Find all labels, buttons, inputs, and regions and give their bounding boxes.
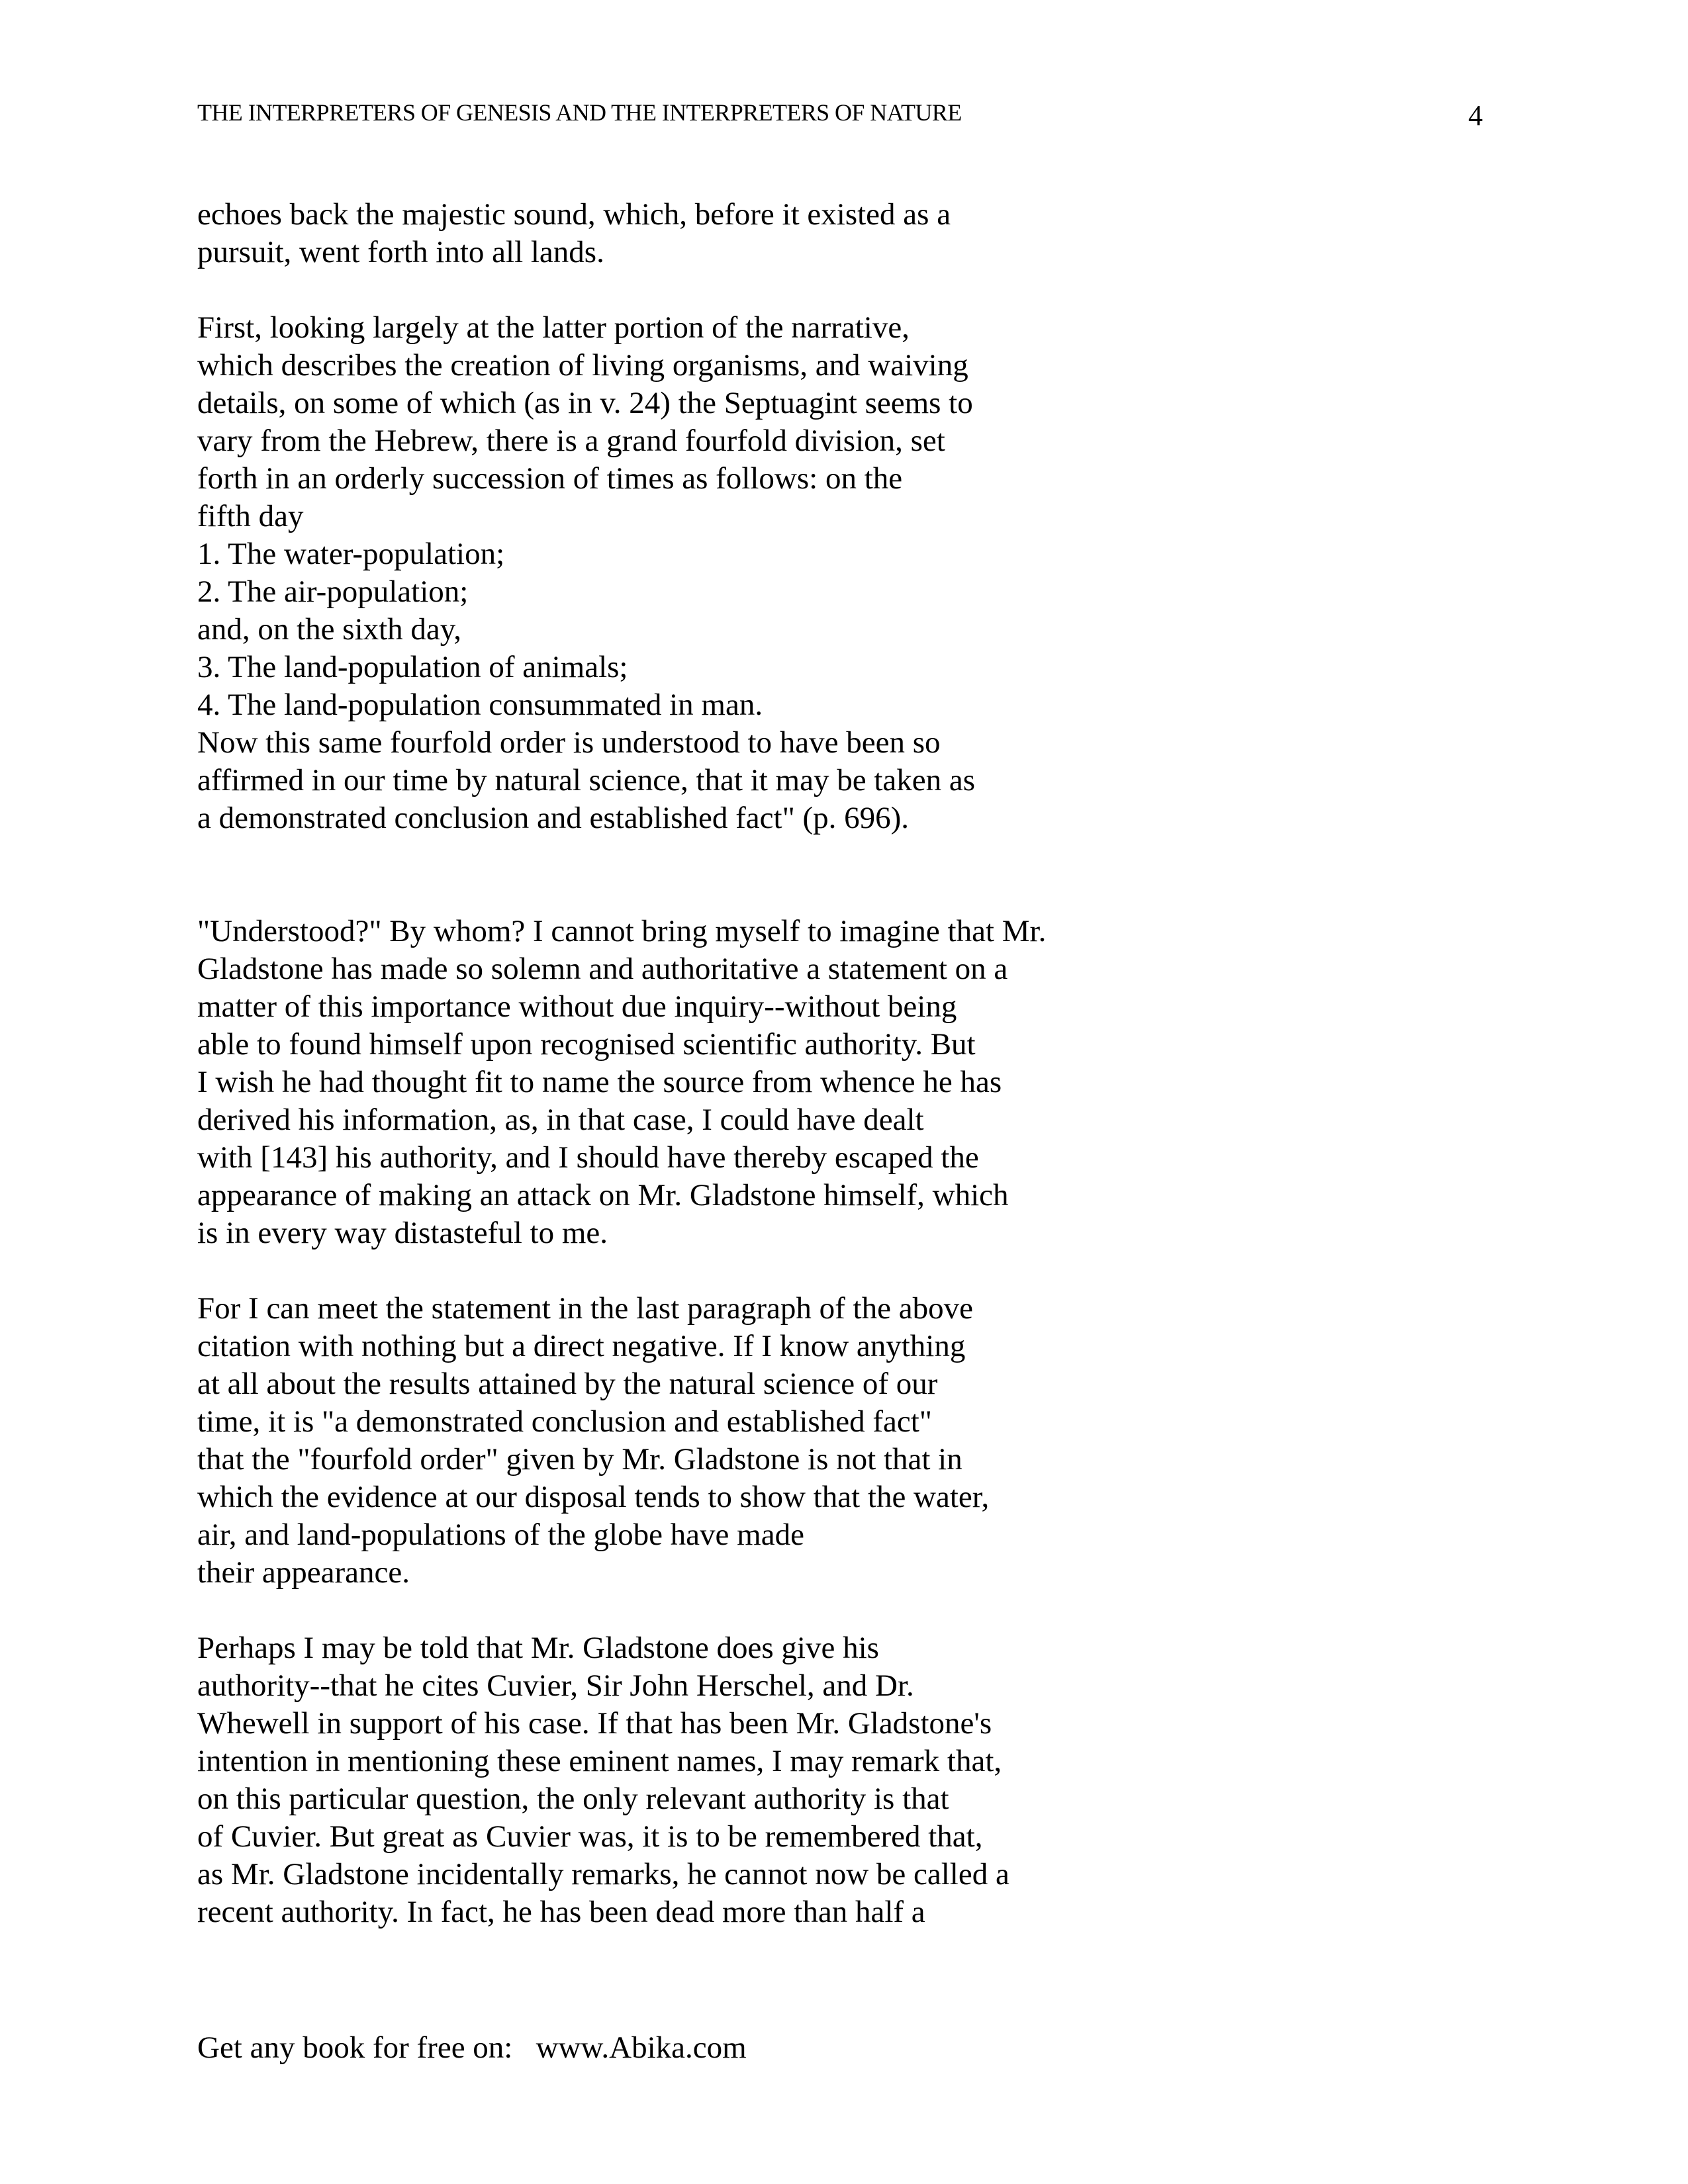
text-line: derived his information, as, in that case, I could have dealt — [197, 1103, 924, 1137]
footer — [197, 2029, 747, 2067]
text-line: I wish he had thought fit to name the source from whence he has — [197, 1065, 1002, 1099]
text-line: of Cuvier. But great as Cuvier was, it is to be remembered that, — [197, 1819, 983, 1854]
paragraph-5 — [197, 1629, 1389, 1931]
text-line: authority--that he cites Cuvier, Sir John Herschel, and Dr. — [197, 1668, 914, 1703]
text-line: able to found himself upon recognised scientific authority. But — [197, 1027, 976, 1062]
text-line: which describes the creation of living organisms, and waiving — [197, 348, 968, 383]
text-line: and, on the sixth day, — [197, 612, 461, 647]
text-line: affirmed in our time by natural science, that it may be taken as — [197, 763, 976, 797]
text-line: For I can meet the statement in the last paragraph of the above — [197, 1291, 973, 1326]
text-line: appearance of making an attack on Mr. Gladstone himself, which — [197, 1178, 1009, 1212]
list-item: 2. The air-population; — [197, 574, 469, 609]
text-line: forth in an orderly succession of times as follows: on the — [197, 461, 903, 496]
text-line: Perhaps I may be told that Mr. Gladstone does give his — [197, 1631, 879, 1665]
text-line: "Understood?" By whom? I cannot bring myself to imagine that Mr. — [197, 914, 1047, 948]
text-line: fifth day — [197, 499, 304, 533]
text-line: at all about the results attained by the natural science of our — [197, 1367, 938, 1401]
text-line: echoes back the majestic sound, which, before it existed as a — [197, 197, 951, 232]
paragraph-1 — [197, 196, 1389, 271]
text-line: with [143] his authority, and I should have thereby escaped the — [197, 1140, 979, 1175]
text-line: air, and land-populations of the globe have made — [197, 1518, 804, 1552]
text-line: a demonstrated conclusion and established fact" (p. 696). — [197, 801, 910, 835]
running-header-title: THE INTERPRETERS OF GENESIS AND THE INTERPRETERS OF NATURE — [197, 99, 962, 126]
list-item: 4. The land-population consummated in man. — [197, 688, 763, 722]
paragraph-4 — [197, 1290, 1389, 1592]
text-line: as Mr. Gladstone incidentally remarks, he cannot now be called a — [197, 1857, 1009, 1891]
page-number: 4 — [1468, 99, 1483, 132]
text-line: matter of this importance without due inquiry--without being — [197, 989, 957, 1024]
text-line: vary from the Hebrew, there is a grand fourfold division, set — [197, 424, 945, 458]
paragraph-2 — [197, 309, 1389, 837]
text-line: which the evidence at our disposal tends to show that the water, — [197, 1480, 990, 1514]
text-line: pursuit, went forth into all lands. — [197, 235, 604, 269]
footer-link[interactable]: www.Abika.com — [536, 2030, 747, 2065]
text-line: is in every way distasteful to me. — [197, 1216, 608, 1250]
text-line: citation with nothing but a direct negative. If I know anything — [197, 1329, 966, 1363]
text-line: Gladstone has made so solemn and authoritative a statement on a — [197, 952, 1008, 986]
text-line: Now this same fourfold order is understood to have been so — [197, 725, 941, 760]
list-item: 3. The land-population of animals; — [197, 650, 628, 684]
text-line: intention in mentioning these eminent names, I may remark that, — [197, 1744, 1002, 1778]
body-text — [197, 196, 1389, 1931]
text-line: recent authority. In fact, he has been dead more than half a — [197, 1895, 925, 1929]
list-item: 1. The water-population; — [197, 537, 505, 571]
text-line: their appearance. — [197, 1555, 410, 1590]
footer-label: Get any book for free on: — [197, 2030, 513, 2065]
text-line: details, on some of which (as in v. 24) the Septuagint seems to — [197, 386, 973, 420]
text-line: on this particular question, the only relevant authority is that — [197, 1782, 949, 1816]
paragraph-3 — [197, 913, 1389, 1252]
text-line: Whewell in support of his case. If that has been Mr. Gladstone's — [197, 1706, 992, 1741]
text-line: time, it is "a demonstrated conclusion and established fact" — [197, 1404, 932, 1439]
text-line: that the "fourfold order" given by Mr. Gladstone is not that in — [197, 1442, 962, 1477]
text-line: First, looking largely at the latter portion of the narrative, — [197, 310, 910, 345]
